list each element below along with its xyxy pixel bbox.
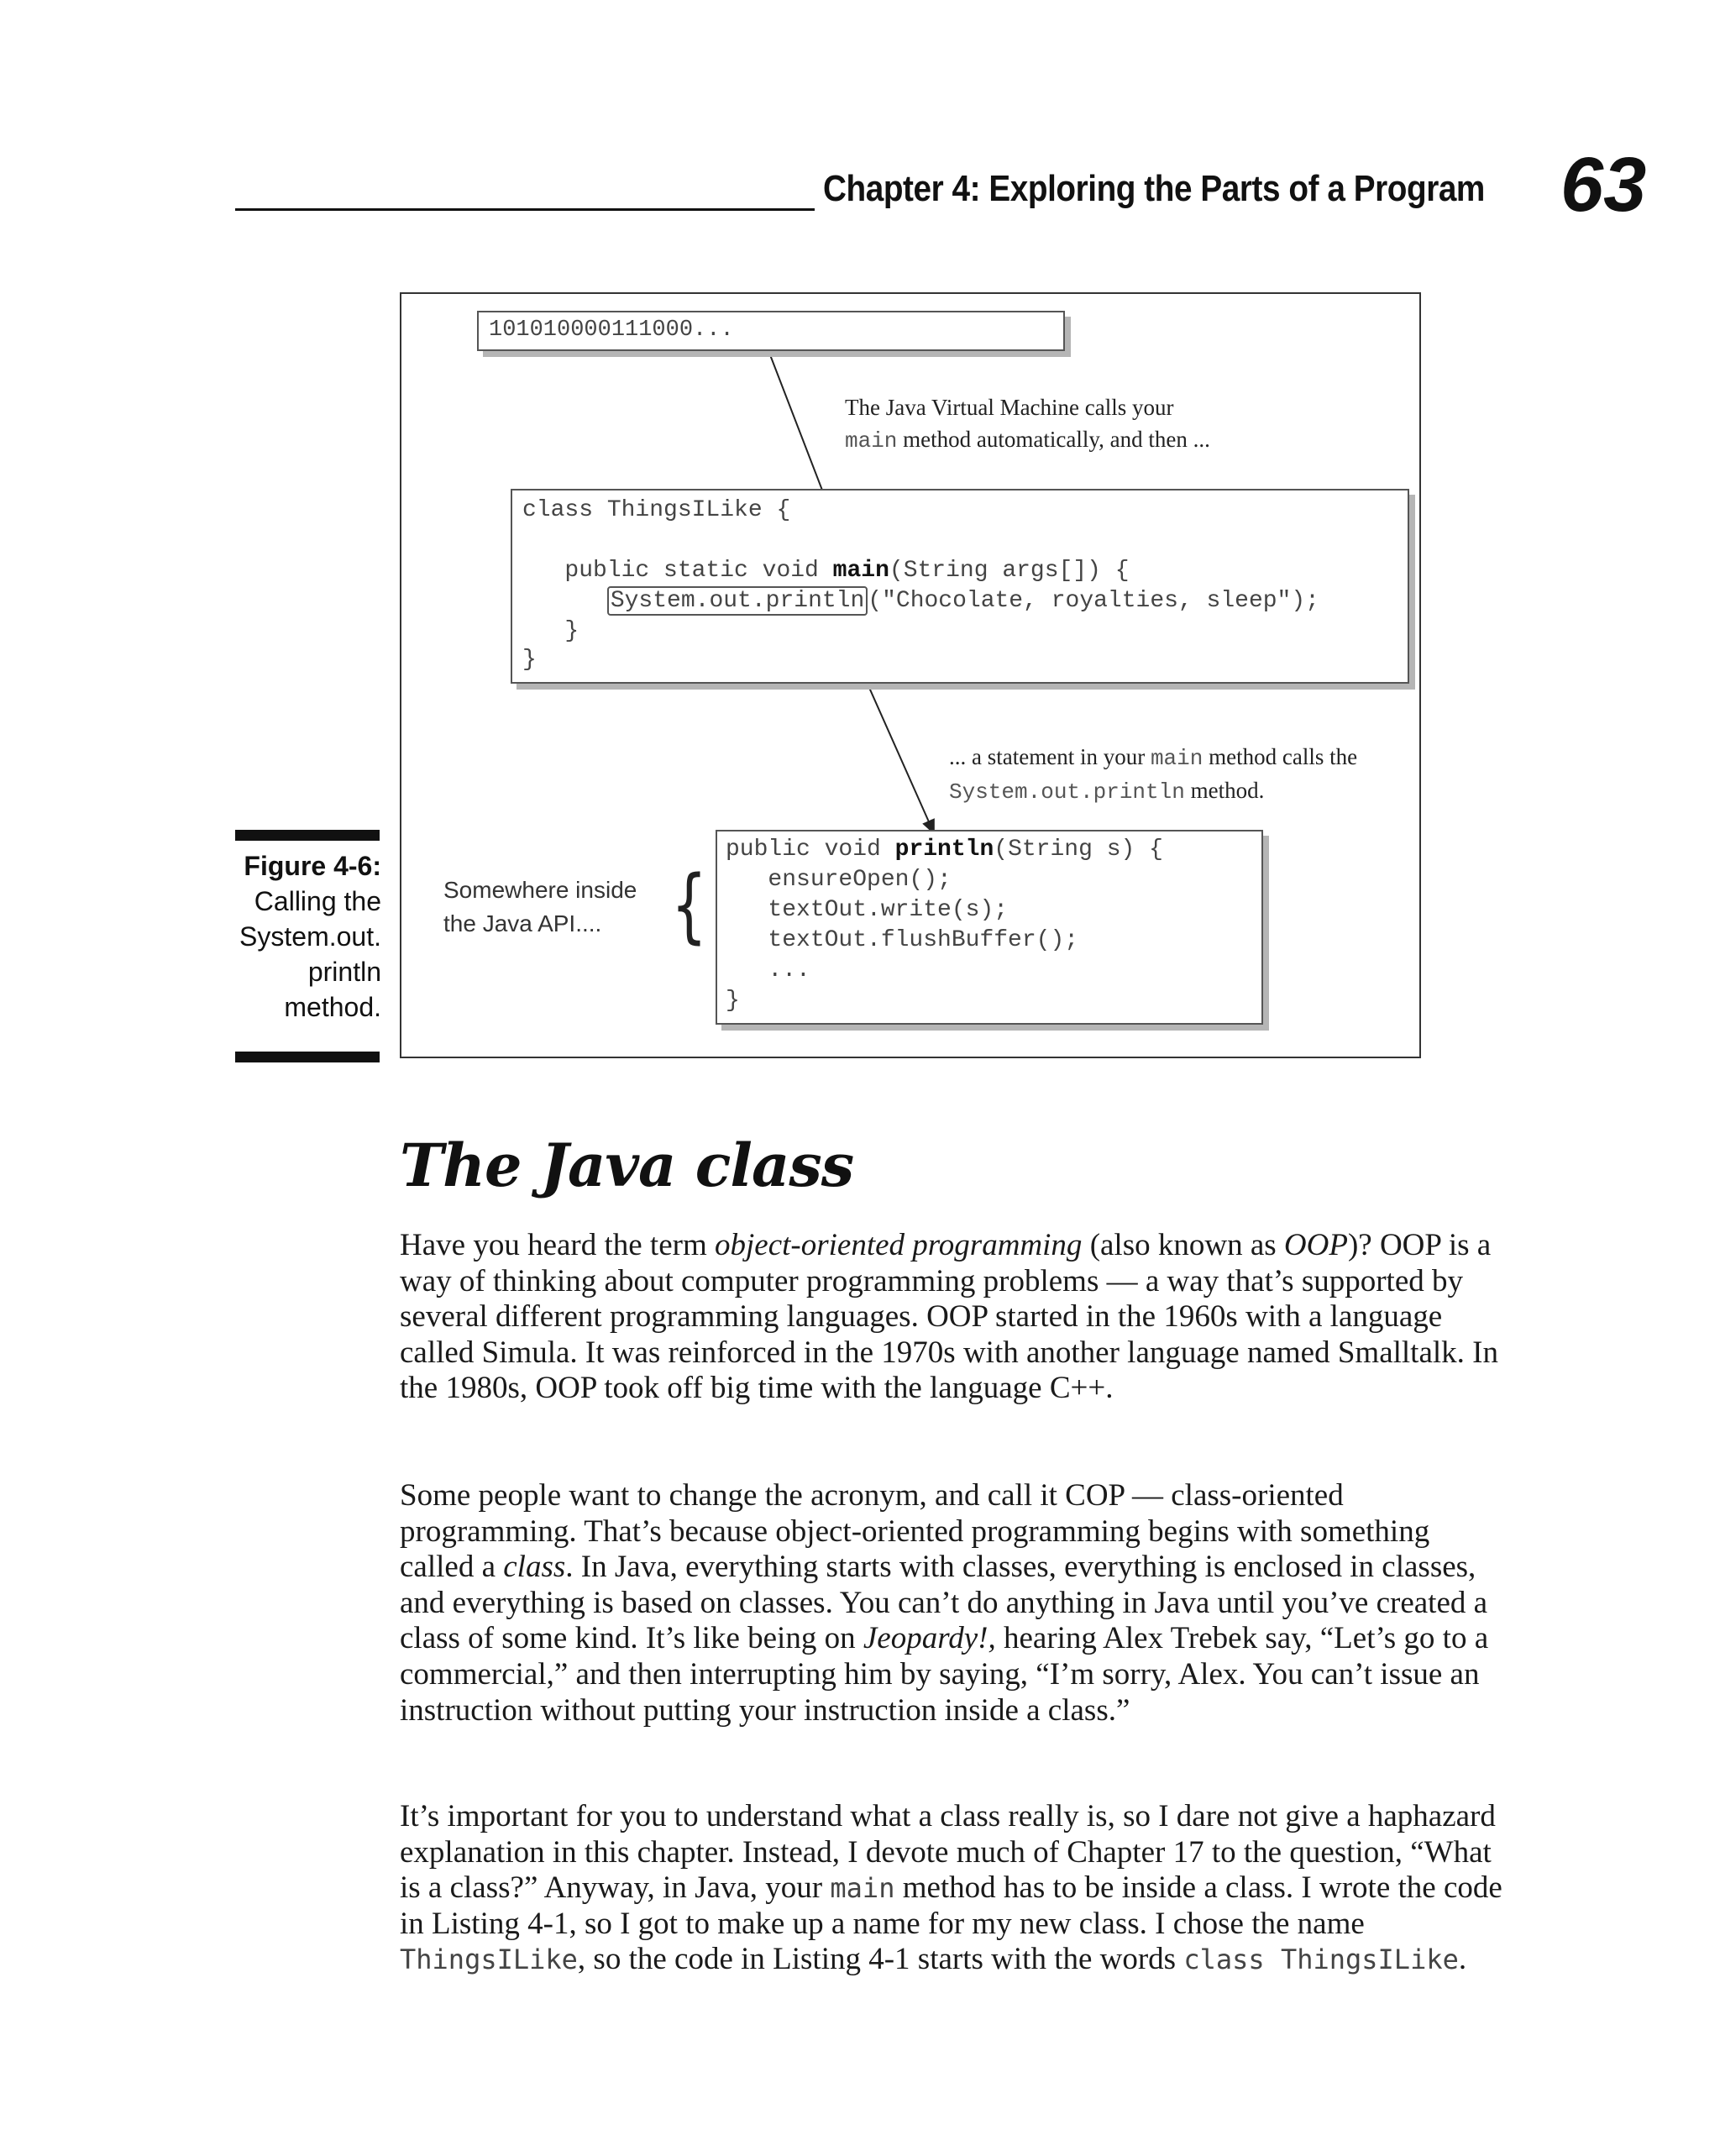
text-run: )? OOP is a way of thinking about computer programming problems — a way that’s supported by several different programming languages. OOP started in the 1960s with a language called Simula. It was reinforced in the 1970s with another language named Smalltalk. In the 1980s, OOP took off big time with the language C++.	[400, 1228, 1498, 1406]
text-run: hearing Alex Trebek say, “Let’s go to a commercial,” and then interrupting him by saying, “I’m sorry, Alex. You can’t issue an instruction without putting your instruction inside a class.”	[400, 1621, 1489, 1728]
api-label	[443, 873, 637, 941]
body-paragraph-3	[400, 1799, 1508, 1978]
inline-code: ThingsILike	[400, 1944, 578, 1976]
code-segment: public void	[726, 837, 895, 863]
text-run: Some people want to change the acronym, and call it COP — class-oriented programming. That’s because object-oriented programming begins with something called a	[400, 1478, 1430, 1585]
emphasis: OOP	[1283, 1228, 1348, 1262]
text-run: .	[1458, 1942, 1467, 1977]
code-segment: (String args[]) {	[889, 558, 1130, 584]
annotation-jvm	[845, 391, 1210, 457]
caption-line: System.out.	[239, 921, 381, 952]
code-line: }	[522, 647, 537, 673]
code-segment	[522, 588, 607, 614]
code-line: ensureOpen();	[726, 867, 952, 893]
api-label-line2: the Java API....	[443, 910, 602, 936]
section-heading: The Java class	[400, 1130, 854, 1200]
inline-code: main	[1150, 746, 1203, 771]
class-code-box	[511, 489, 1409, 684]
annotation-text: method.	[1184, 778, 1265, 803]
annotation-statement	[949, 741, 1357, 808]
caption-line: println	[307, 957, 381, 987]
emphasis: object-oriented programming	[715, 1228, 1083, 1262]
code-segment: ("Chocolate, royalties, sleep");	[868, 588, 1319, 614]
code-line: textOut.write(s);	[726, 897, 1009, 923]
text-run: Have you heard the term	[400, 1228, 715, 1262]
chapter-title: Chapter 4: Exploring the Parts of a Program	[823, 168, 1485, 209]
caption-line: method.	[284, 992, 381, 1022]
text-run: , so the code in Listing 4-1 starts with the words	[577, 1942, 1184, 1977]
code-line	[522, 558, 1130, 584]
inline-code: System.out.println	[949, 779, 1185, 805]
api-label-line1: Somewhere inside	[443, 877, 637, 903]
body-paragraph-1	[400, 1228, 1508, 1407]
println-call-highlight: System.out.println	[607, 586, 868, 616]
text-run: method has to be inside a class. I wrote the code in Listing 4-1, so I got to make up a name for my new class. I chose the name	[400, 1870, 1502, 1941]
annotation-statement-line1	[949, 741, 1357, 774]
body-paragraph-2	[400, 1478, 1508, 1728]
inline-code: main	[845, 428, 898, 454]
page-number: 63	[1560, 142, 1647, 228]
code-line: }	[522, 618, 579, 644]
inline-code: main	[830, 1872, 895, 1905]
annotation-statement-line2	[949, 774, 1357, 808]
code-println-bold: println	[894, 837, 994, 863]
annotation-jvm-line1: The Java Virtual Machine calls your	[845, 395, 1174, 420]
code-segment: (String s) {	[994, 837, 1163, 863]
figure-label: Figure 4-6:	[244, 851, 381, 881]
text-run: . In Java, everything starts with classes, everything is enclosed in classes, and everything is based on classes. You can’t do anything in Java until you’ve created a class of some kind. It’s like being on	[400, 1550, 1488, 1656]
code-main-bold: main	[832, 558, 889, 584]
annotation-jvm-line2	[845, 423, 1210, 457]
annotation-text: ... a statement in your	[949, 744, 1151, 769]
inline-code: class ThingsILike	[1183, 1944, 1459, 1976]
text-run: It’s important for you to understand what a class really is, so I dare not give a haphazard explanation in this chapter. Instead, I devote much of Chapter 17 to the question, “What is a class?” Anyway, in Java, your	[400, 1799, 1496, 1906]
emphasis: class	[503, 1550, 566, 1585]
code-line	[726, 837, 1163, 863]
println-code-box	[716, 830, 1263, 1025]
code-line	[522, 588, 1319, 614]
code-line: class ThingsILike {	[522, 497, 791, 523]
annotation-text: method automatically, and then ...	[897, 427, 1210, 452]
api-brace: {	[671, 858, 707, 952]
binary-text: 101010000111000...	[489, 317, 734, 343]
emphasis: Jeopardy!,	[863, 1621, 996, 1656]
code-line: }	[726, 988, 740, 1014]
code-line: textOut.flushBuffer();	[726, 927, 1079, 953]
caption-line: Calling the	[254, 886, 381, 916]
code-segment: public static void	[522, 558, 833, 584]
annotation-text: method calls the	[1203, 744, 1358, 769]
text-run: (also known as	[1082, 1228, 1284, 1262]
code-line: ...	[726, 957, 810, 984]
binary-box	[477, 311, 1065, 351]
